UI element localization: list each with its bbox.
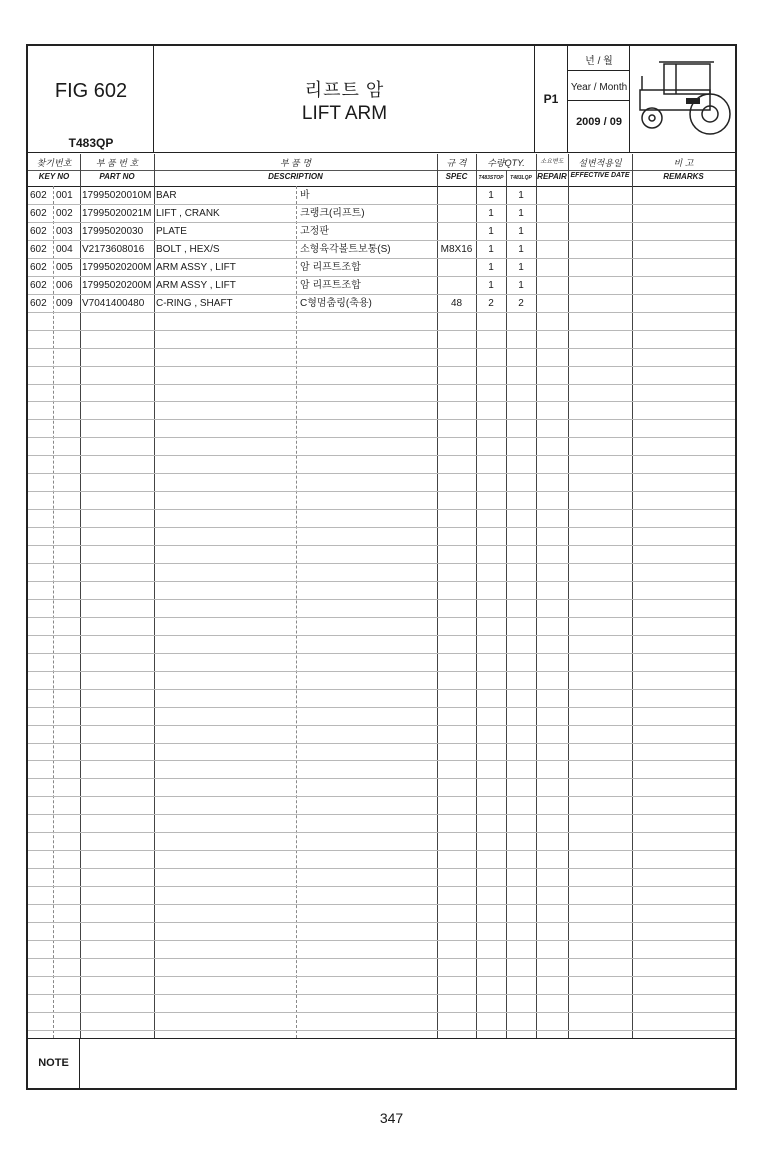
- col-qty: 수량QTY.: [487, 158, 525, 168]
- key-number: 005: [56, 261, 73, 273]
- qty-a: 2: [488, 297, 494, 309]
- fig-number: 602: [30, 279, 47, 291]
- part-number: 17995020010M: [82, 190, 152, 201]
- title-english: LIFT ARM: [301, 103, 388, 124]
- year-month-korean: 년 / 월: [585, 56, 613, 67]
- col-repair: 소요변도 REPAIR: [537, 159, 567, 181]
- description-english: PLATE: [156, 225, 187, 237]
- key-number: 009: [56, 297, 73, 309]
- qty-b: 1: [518, 279, 524, 291]
- figure-title: FIG 602: [54, 80, 128, 102]
- qty-b: 1: [518, 243, 524, 255]
- qty-a: 1: [488, 207, 494, 219]
- col-remarks: 비 고 REMARKS: [663, 158, 704, 181]
- description-korean: 암 리프트조합: [300, 279, 361, 291]
- qty-b: 1: [518, 225, 524, 237]
- col-qty-a: T483STOP: [478, 175, 504, 181]
- fig-number: 602: [30, 190, 47, 201]
- title-korean: 리프트 암: [304, 80, 385, 100]
- key-number: 003: [56, 225, 73, 237]
- title-block: [154, 46, 535, 152]
- page-label: P1: [535, 46, 568, 152]
- part-number: 17995020021M: [82, 207, 152, 219]
- figure-block: [28, 46, 154, 152]
- key-number: 004: [56, 243, 73, 255]
- description-english: BAR: [156, 190, 177, 201]
- year-month-block: [568, 46, 630, 152]
- qty-a: 1: [488, 279, 494, 291]
- qty-b: 2: [518, 297, 524, 309]
- part-number: 17995020200M: [82, 279, 152, 291]
- col-key-no: 찾기번호 KEY NO: [36, 158, 72, 181]
- table-row: [28, 205, 735, 223]
- description-english: BOLT , HEX/S: [156, 243, 220, 255]
- fig-number: 602: [30, 261, 47, 273]
- description-korean: 고정판: [300, 225, 329, 237]
- qty-a: 1: [488, 243, 494, 255]
- qty-b: 1: [518, 207, 524, 219]
- fig-number: 602: [30, 207, 47, 219]
- description-korean: 크랭크(리프트): [300, 207, 365, 219]
- year-month-english: Year / Month: [570, 82, 628, 93]
- key-number: 001: [56, 190, 73, 201]
- key-number: 006: [56, 279, 73, 291]
- key-number: 002: [56, 207, 73, 219]
- col-effective-date: 설변적용일 EFFECTIVE DATE: [570, 158, 630, 179]
- page-number: 347: [379, 1110, 404, 1126]
- fig-number: 602: [30, 225, 47, 237]
- table-row: [28, 187, 735, 205]
- description-english: ARM ASSY , LIFT: [156, 279, 236, 291]
- part-number: V7041400480: [82, 297, 145, 309]
- col-part-no: 부 품 번 호 PART NO: [95, 158, 139, 181]
- fig-number: 602: [30, 297, 47, 309]
- qty-a: 1: [488, 261, 494, 273]
- description-english: LIFT , CRANK: [156, 207, 220, 219]
- table-row: [28, 241, 735, 259]
- part-number: 17995020200M: [82, 261, 152, 273]
- model-code: T483QP: [68, 136, 114, 150]
- part-number: 17995020030: [82, 225, 144, 237]
- description-english: ARM ASSY , LIFT: [156, 261, 236, 273]
- col-qty-b: T483LQP: [510, 175, 532, 181]
- issue-date: 2009 / 09: [576, 116, 622, 128]
- table-row: [28, 223, 735, 241]
- table-row: [28, 295, 735, 313]
- qty-b: 1: [518, 261, 524, 273]
- description-korean: 암 리프트조합: [300, 261, 361, 273]
- table-row: [28, 277, 735, 295]
- spec-value: 48: [450, 297, 463, 309]
- spec-value: M8X16: [440, 243, 473, 255]
- description-english: C-RING , SHAFT: [156, 297, 233, 309]
- qty-a: 1: [488, 190, 494, 201]
- fig-number: 602: [30, 243, 47, 255]
- qty-b: 1: [518, 190, 524, 201]
- description-korean: 바: [300, 190, 310, 201]
- col-description: 부 품 명 DESCRIPTION: [268, 158, 323, 181]
- description-korean: 소형육각볼트보통(S): [300, 243, 391, 255]
- table-row: [28, 259, 735, 277]
- parts-sheet: [26, 44, 737, 1090]
- col-spec: 규 격 SPEC: [445, 158, 468, 181]
- tractor-icon: [630, 46, 737, 152]
- note-label: NOTE: [28, 1038, 80, 1088]
- description-korean: C형멈춤링(축용): [300, 297, 372, 309]
- part-number: V2173608016: [82, 243, 145, 255]
- qty-a: 1: [488, 225, 494, 237]
